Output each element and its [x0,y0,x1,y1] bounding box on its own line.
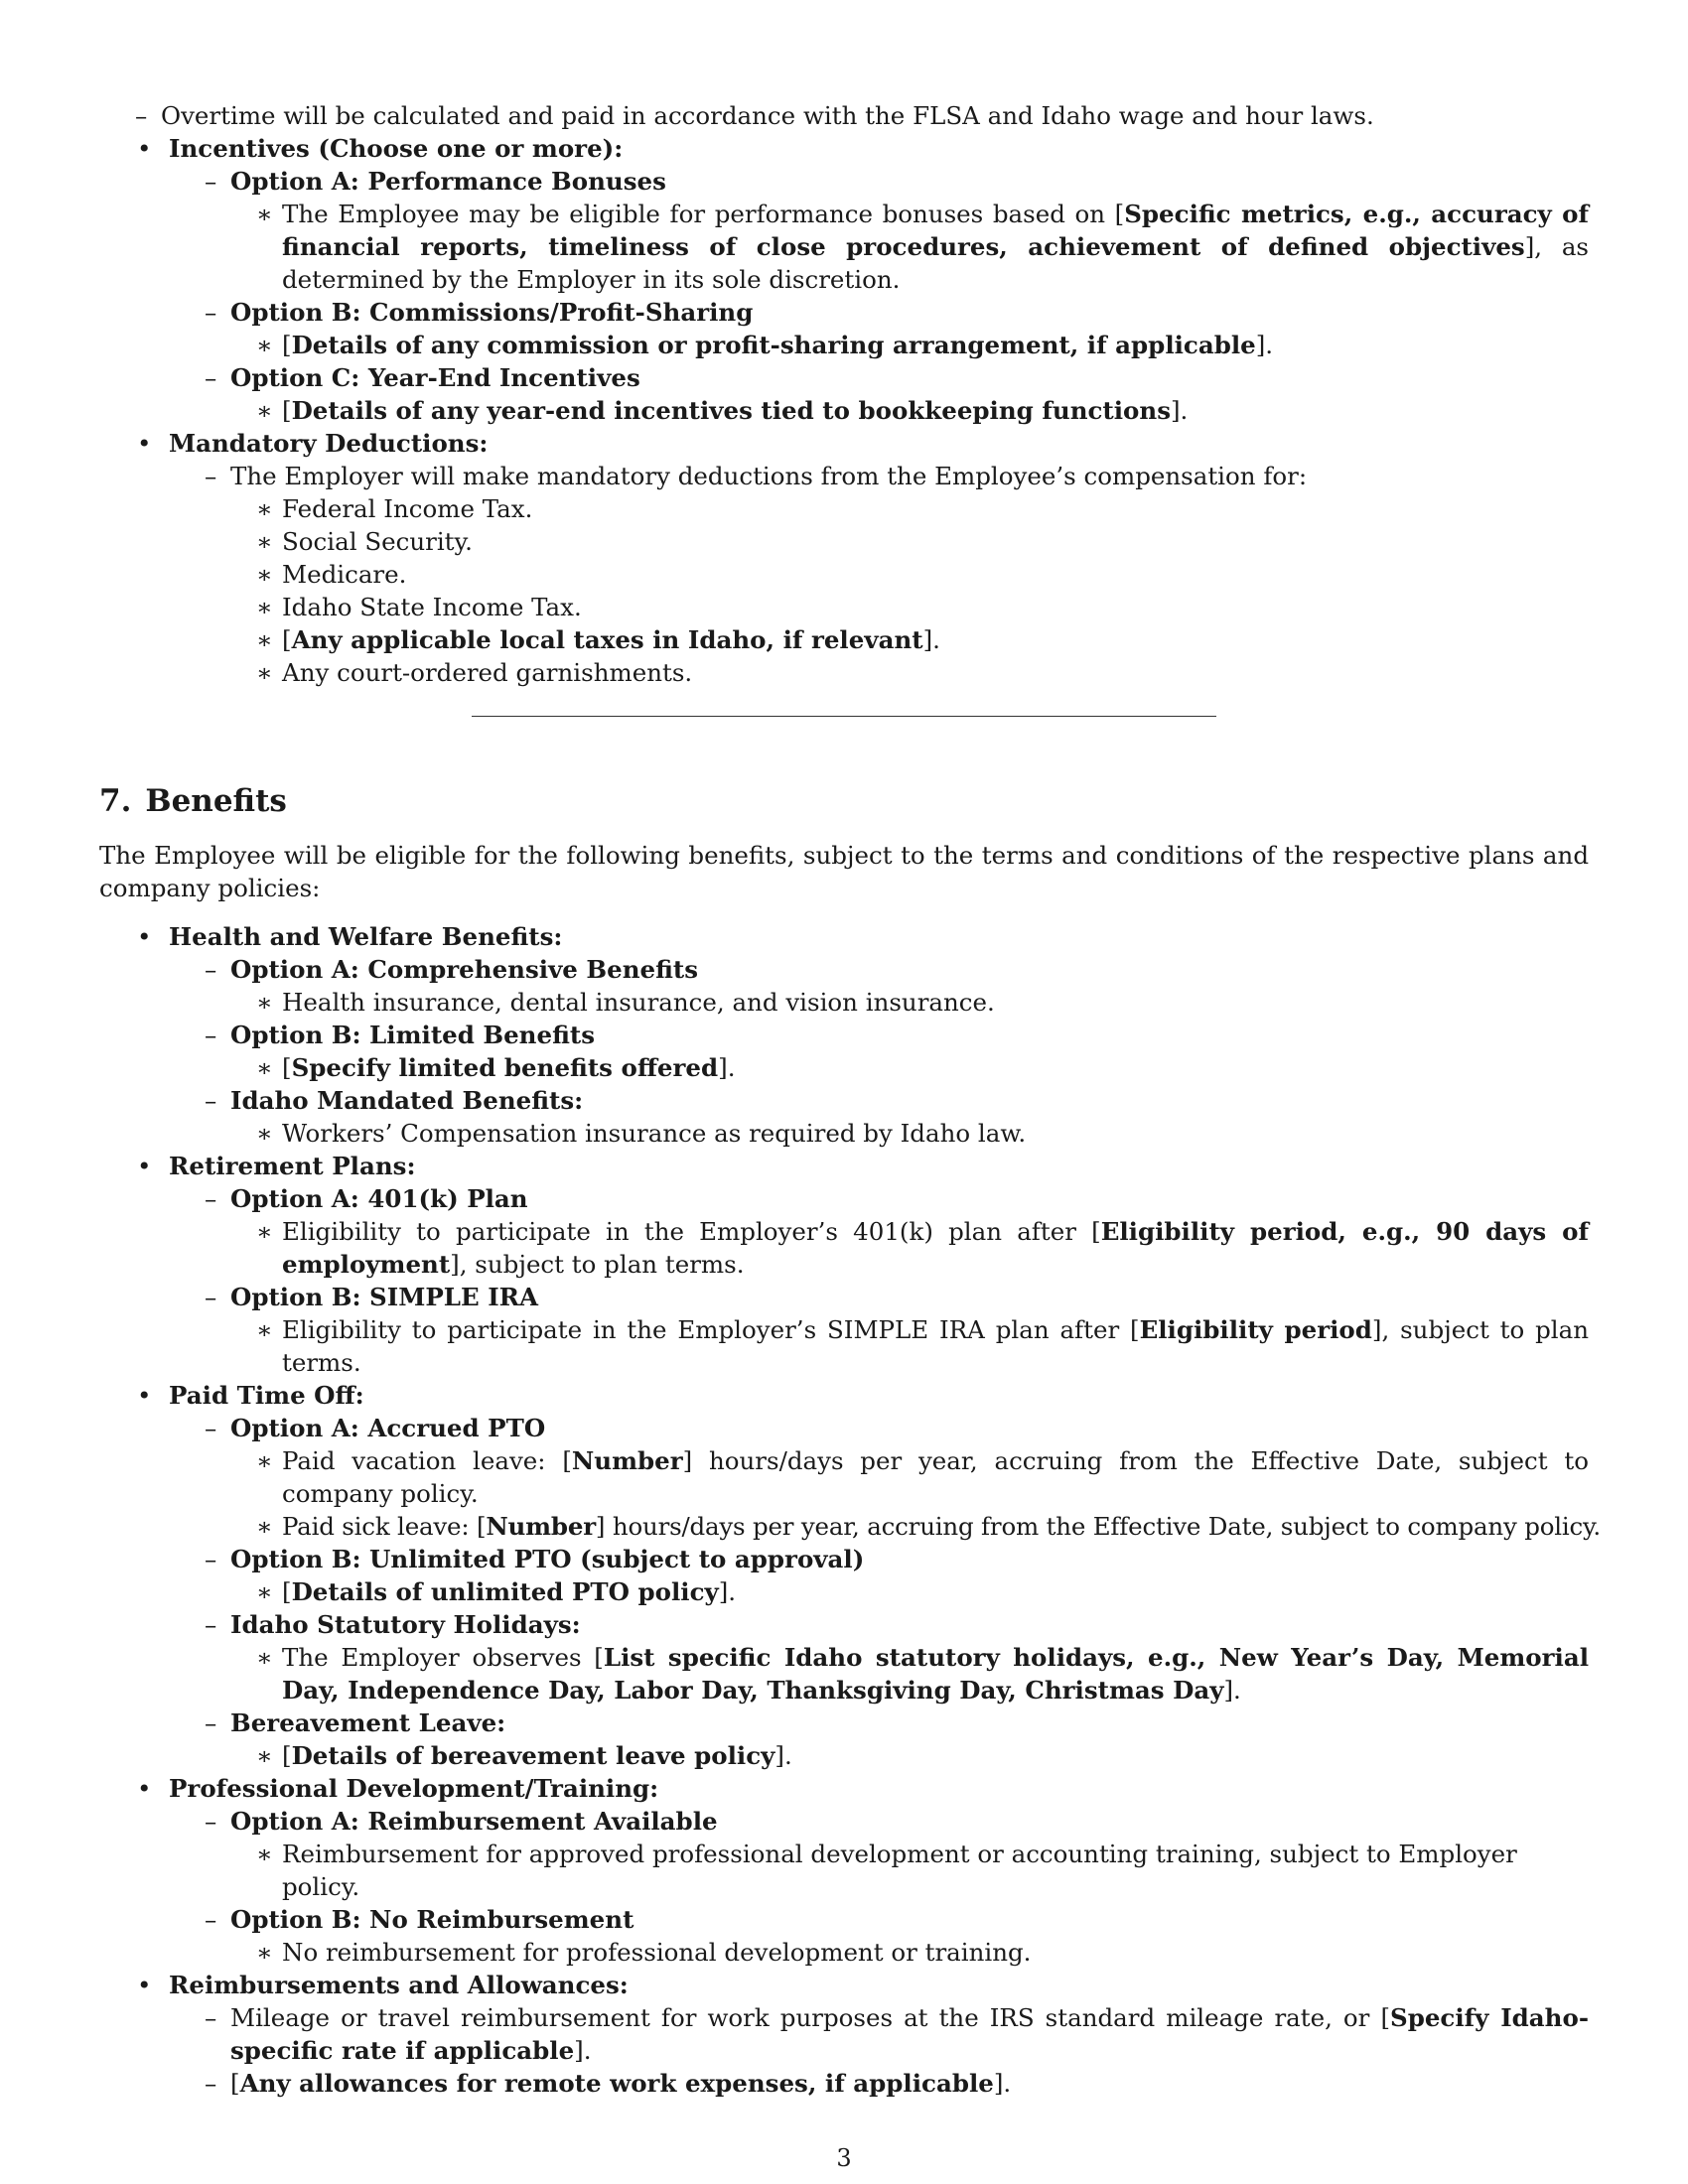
compensation-list [99,132,1589,689]
deductions-heading: Mandatory Deductions: [169,429,489,458]
training-option-a-text: ∗ Reimbursement for approved professional development or accounting training, subject to Employer policy. [230,1838,1589,1903]
overtime-item: – Overtime will be calculated and paid in accordance with the FLSA and Idaho wage and hour laws. [99,99,1589,132]
document-page [99,99,1602,2100]
overtime-list [99,99,1589,132]
health-item: • Health and Welfare Benefits: – Option A: Comprehensive Benefits ∗ Health insurance, dental insurance, and vision insurance. – Option B: Limited Benefits ∗ [Specify limited benefits offered]. – Idaho Mandated Benefits: ∗ Workers’ Compensation insurance as required by Idaho law. [99,920,1589,1150]
health-option-a-text: ∗ Health insurance, dental insurance, and vision insurance. [230,986,1589,1019]
bereavement-text: ∗ [Details of bereavement leave policy]. [230,1739,1589,1772]
deduction-item: ∗ Federal Income Tax. [230,492,1589,525]
retirement-option-b-text: ∗ Eligibility to participate in the Employer’s SIMPLE IRA plan after [Eligibility period], subject to plan terms. [230,1313,1589,1379]
reimbursements-item: • Reimbursements and Allowances: – Mileage or travel reimbursement for work purposes at the IRS standard mileage rate, or [Specify Idaho-specific rate if applicable]. – [Any allowances for remote work expenses, if applicable]. [99,1969,1589,2100]
deduction-item: ∗ [Any applicable local taxes in Idaho, if relevant]. [230,623,1589,656]
vacation-leave-text: ∗ Paid vacation leave: [Number] hours/days per year, accruing from the Effective Date, subject to company policy. [230,1444,1589,1510]
training-option-a: – Option A: Reimbursement Available ∗ Reimbursement for approved professional development or accounting training, subject to Employer policy. [169,1805,1589,1903]
training-item: • Professional Development/Training: – Option A: Reimbursement Available ∗ Reimbursement for approved professional development or accounting training, subject to Employer policy. – Option B: No Reimbursement ∗ No reimbursement for professional development or training. [99,1772,1589,1969]
pto-option-b: – Option B: Unlimited PTO (subject to approval) ∗ [Details of unlimited PTO policy]. [169,1543,1589,1608]
mileage-text: – Mileage or travel reimbursement for work purposes at the IRS standard mileage rate, or [Specify Idaho-specific rate if applicable]. [169,2001,1589,2067]
section-heading: 7. Benefits [99,783,287,819]
idaho-mandated: – Idaho Mandated Benefits: ∗ Workers’ Compensation insurance as required by Idaho law. [169,1084,1589,1150]
incentives-item [99,132,1589,427]
idaho-mandated-text: ∗ Workers’ Compensation insurance as required by Idaho law. [230,1117,1589,1150]
pto-option-b-text: ∗ [Details of unlimited PTO policy]. [230,1575,1589,1608]
health-option-b: – Option B: Limited Benefits ∗ [Specify limited benefits offered]. [169,1019,1589,1084]
year-end-text: ∗ [Details of any year-end incentives tied to bookkeeping functions]. [230,394,1589,427]
deductions-intro: – The Employer will make mandatory deductions from the Employee’s compensation for: ∗ Federal Income Tax. ∗ Social Security. ∗ Medicare. ∗ Idaho State Income Tax. ∗ [Any applicable local taxes in Idaho, if relevant]. ∗ Any court-ordered garnishments. [169,460,1589,689]
section-divider [99,689,1589,744]
training-option-b-text: ∗ No reimbursement for professional development or training. [230,1936,1589,1969]
remote-allowance-text: – [Any allowances for remote work expenses, if applicable]. [169,2067,1589,2100]
deduction-item: ∗ Any court-ordered garnishments. [230,656,1589,689]
incentive-option-a: – Option A: Performance Bonuses ∗ The Employee may be eligible for performance bonuses based on [Specific metrics, e.g., accuracy of financial reports, timeliness of close procedures, achievement of defined objectives], as determined by the Employer in its sole discretion. [169,165,1589,296]
training-option-b: – Option B: No Reimbursement ∗ No reimbursement for professional development or training. [169,1903,1589,1969]
health-option-a: – Option A: Comprehensive Benefits ∗ Health insurance, dental insurance, and vision insurance. [169,953,1589,1019]
incentive-option-b: – Option B: Commissions/Profit-Sharing ∗ [Details of any commission or profit-sharing arrangement, if applicable]. [169,296,1589,361]
page-number: 3 [836,2144,852,2172]
retirement-option-b: – Option B: SIMPLE IRA ∗ Eligibility to participate in the Employer’s SIMPLE IRA plan after [Eligibility period], subject to plan terms. [169,1281,1589,1379]
commission-text: ∗ [Details of any commission or profit-sharing arrangement, if applicable]. [230,329,1589,361]
section-intro: The Employee will be eligible for the following benefits, subject to the terms and conditions of the respective plans and company policies: [99,841,1589,902]
deductions-item [99,427,1589,689]
bereavement-leave: – Bereavement Leave: ∗ [Details of bereavement leave policy]. [169,1706,1589,1772]
pto-option-a: – Option A: Accrued PTO ∗ Paid vacation leave: [Number] hours/days per year, accruing from the Effective Date, subject to company policy. ∗ Paid sick leave: [Number] hours/days per year, accruing from the Effective Date, subject to company policy. [169,1412,1589,1543]
idaho-holidays: – Idaho Statutory Holidays: ∗ The Employer observes [List specific Idaho statutory holidays, e.g., New Year’s Day, Memorial Day, Independence Day, Labor Day, Thanksgiving Day, Christmas Day]. [169,1608,1589,1706]
deduction-item: ∗ Social Security. [230,525,1589,558]
retirement-option-a: – Option A: 401(k) Plan ∗ Eligibility to participate in the Employer’s 401(k) plan after [Eligibility period, e.g., 90 days of employment], subject to plan terms. [169,1182,1589,1281]
retirement-item: • Retirement Plans: – Option A: 401(k) Plan ∗ Eligibility to participate in the Employer’s 401(k) plan after [Eligibility period, e.g., 90 days of employment], subject to plan terms. – Option B: SIMPLE IRA ∗ Eligibility to participate in the Employer’s SIMPLE IRA plan after [Eligibility period], subject to plan terms. [99,1150,1589,1379]
incentive-option-c: – Option C: Year-End Incentives ∗ [Details of any year-end incentives tied to bookkeeping functions]. [169,361,1589,427]
health-option-b-text: ∗ [Specify limited benefits offered]. [230,1051,1589,1084]
sick-leave-text: ∗ Paid sick leave: [Number] hours/days per year, accruing from the Effective Date, subject to company policy. [230,1510,1589,1543]
deduction-item: ∗ Medicare. [230,558,1589,591]
benefits-list [99,920,1602,2100]
holidays-text: ∗ The Employer observes [List specific Idaho statutory holidays, e.g., New Year’s Day, Memorial Day, Independence Day, Labor Day, Thanksgiving Day, Christmas Day]. [230,1641,1589,1706]
deduction-item: ∗ Idaho State Income Tax. [230,591,1589,623]
performance-bonus-text: ∗ The Employee may be eligible for performance bonuses based on [Specific metrics, e.g., accuracy of financial reports, timeliness of close procedures, achievement of defined objectives], as determined by the Employer in its sole discretion. [230,198,1589,296]
incentives-heading: Incentives (Choose one or more): [169,134,624,163]
retirement-option-a-text: ∗ Eligibility to participate in the Employer’s 401(k) plan after [Eligibility period, e.g., 90 days of employment], subject to plan terms. [230,1215,1589,1281]
pto-item: • Paid Time Off: – Option A: Accrued PTO ∗ Paid vacation leave: [Number] hours/days per year, accruing from the Effective Date, subject to company policy. ∗ Paid sick leave: [Number] hours/days per year, accruing from the Effective Date, subject to company policy. – Option B: Unlimited PTO (subject to approval) ∗ [Details of unlimited PTO policy]. – Idaho Statutory Holidays: ∗ The Employer observes [List specific Idaho statutory holidays, e.g., New Year’s Day, Memorial Day, Independence Day, Labor Day, Thanksgiving Day, Christmas Day]. – Bereavement Leave: ∗ [Details of bereavement leave policy]. [99,1379,1589,1772]
